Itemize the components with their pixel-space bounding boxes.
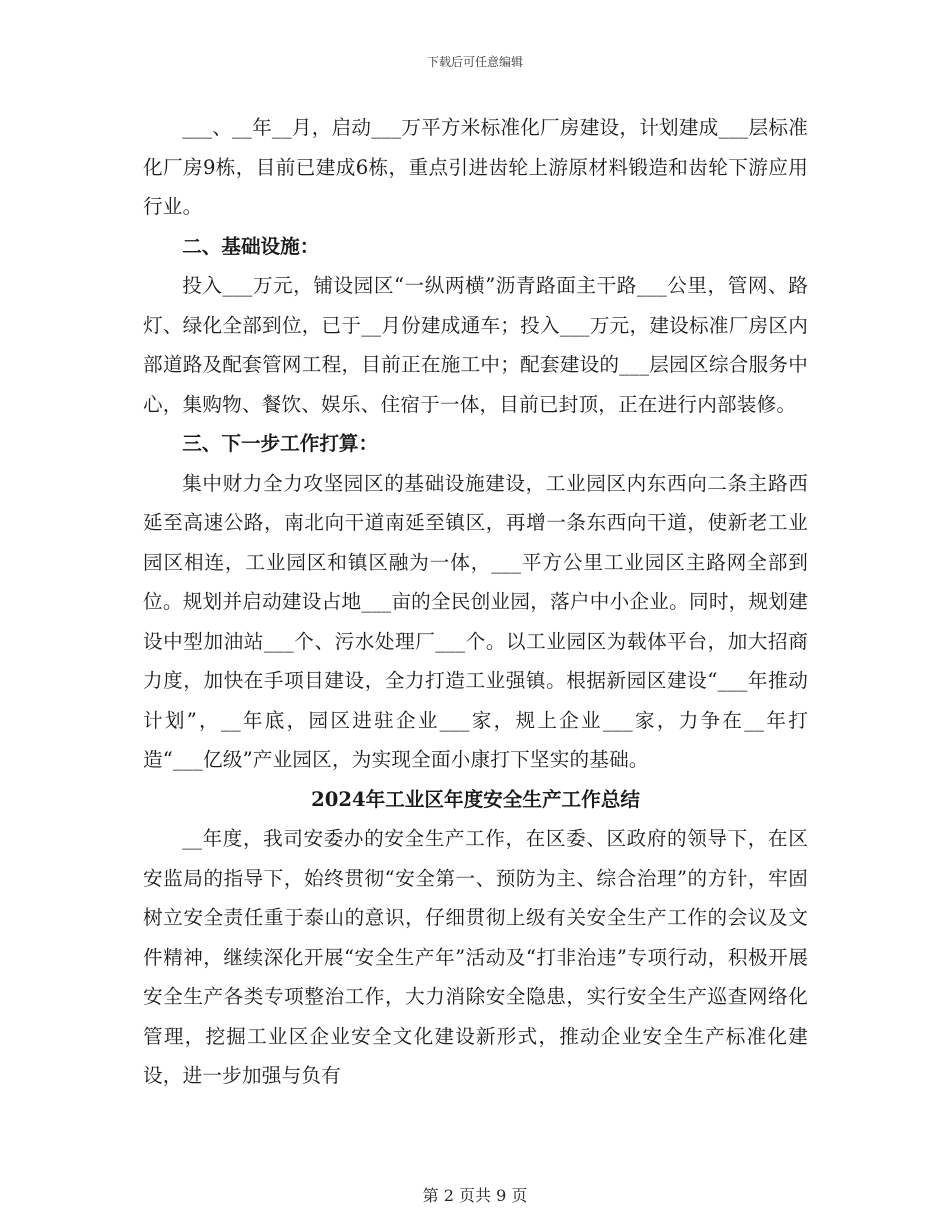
paragraph-safety-summary: __年度，我司安委办的安全生产工作，在区委、区政府的领导下，在区安监局的指导下，始终贯彻“安全第一、预防为主、综合治理”的方针，牢固树立安全责任重于泰山的意识，仔细贯彻上级有关安全生产工作的会议及文件精神，继续深化开展“安全生产年”活动及“打非治违”专项行动，积极开展安全生产各类专项整治工作，大力消除安全隐患，实行安全生产巡查网络化管理，挖掘工业区企业安全文化建设新形式，推动企业安全生产标准化建设，进一步加强与负有: [143, 827, 808, 1087]
document-body: [143, 108, 808, 1096]
section-heading-next-steps: 三、下一步工作打算：: [182, 432, 379, 455]
paragraph-infrastructure: 投入___万元，铺设园区“一纵两横”沥青路面主干路___公里，管网、路灯、绿化全部到位，已于__月份建成通车；投入___万元，建设标准厂房区内部道路及配套管网工程，目前正在施工中；配套建设的___层园区综合服务中心，集购物、餐饮、娱乐、住宿于一体，目前已封顶，正在进行内部装修。: [143, 274, 808, 416]
page-header: 下载后可任意编辑: [426, 55, 523, 69]
section-heading-infrastructure: 二、基础设施：: [182, 234, 320, 258]
paragraph-factory-construction: ___、__年__月，启动___万平方米标准化厂房建设，计划建成___层标准化厂房9栋，目前已建成6栋，重点引进齿轮上游原材料锻造和齿轮下游应用行业。: [143, 116, 808, 218]
document-title: 2024年工业区年度安全生产工作总结: [311, 787, 640, 811]
page-footer: 第 2 页共 9 页: [422, 1186, 528, 1205]
paragraph-next-steps: 集中财力全力攻坚园区的基础设施建设，工业园区内东西向二条主路西延至高速公路，南北向干道南延至镇区，再增一条东西向干道，使新老工业园区相连，工业园区和镇区融为一体，___平方公里工业园区主路网全部到位。规划并启动建设占地___亩的全民创业园，落户中小企业。同时，规划建设中型加油站___个、污水处理厂___个。以工业园区为载体平台，加大招商力度，加快在手项目建设，全力打造工业强镇。根据新园区建设“___年推动计划”，__年底，园区进驻企业___家，规上企业___家，力争在__年打造“___亿级”产业园区，为实现全面小康打下坚实的基础。: [143, 471, 808, 771]
